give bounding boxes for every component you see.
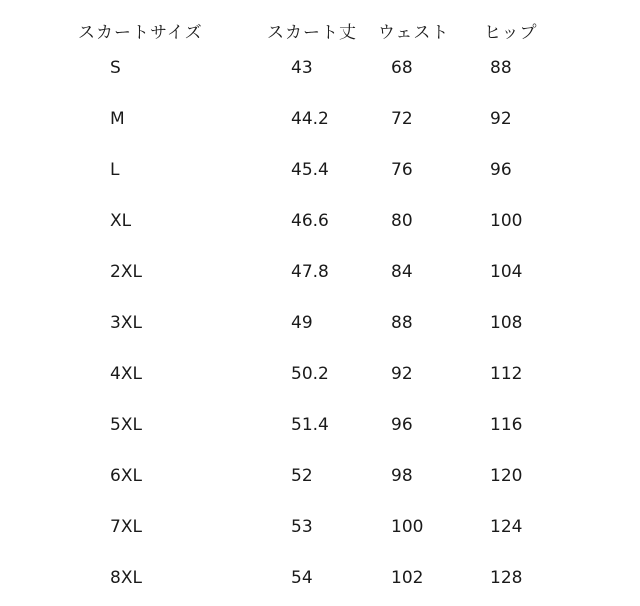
size-cell: 3XL [110, 313, 142, 333]
table-row [0, 566, 640, 590]
waist-cell: 100 [391, 517, 424, 537]
header-skirt-length: スカート丈 [267, 23, 357, 43]
header-hip: ヒップ [484, 23, 538, 43]
length-cell: 51.4 [291, 415, 329, 435]
waist-cell: 84 [391, 262, 413, 282]
length-cell: 45.4 [291, 160, 329, 180]
size-cell: 4XL [110, 364, 142, 384]
table-row [0, 515, 640, 539]
table-row [0, 464, 640, 488]
waist-cell: 98 [391, 466, 413, 486]
table-row [0, 413, 640, 437]
waist-cell: 80 [391, 211, 413, 231]
length-cell: 43 [291, 58, 313, 78]
hip-cell: 108 [490, 313, 523, 333]
table-row [0, 362, 640, 386]
hip-cell: 120 [490, 466, 523, 486]
waist-cell: 92 [391, 364, 413, 384]
table-row [0, 56, 640, 80]
length-cell: 53 [291, 517, 313, 537]
waist-cell: 72 [391, 109, 413, 129]
length-cell: 47.8 [291, 262, 329, 282]
size-cell: S [110, 58, 121, 78]
size-cell: 2XL [110, 262, 142, 282]
table-row [0, 209, 640, 233]
hip-cell: 128 [490, 568, 523, 588]
length-cell: 54 [291, 568, 313, 588]
hip-cell: 96 [490, 160, 512, 180]
hip-cell: 124 [490, 517, 523, 537]
length-cell: 44.2 [291, 109, 329, 129]
length-cell: 46.6 [291, 211, 329, 231]
hip-cell: 92 [490, 109, 512, 129]
size-cell: 6XL [110, 466, 142, 486]
header-waist: ウェスト [378, 23, 450, 43]
waist-cell: 76 [391, 160, 413, 180]
hip-cell: 88 [490, 58, 512, 78]
hip-cell: 112 [490, 364, 523, 384]
table-row [0, 260, 640, 284]
hip-cell: 104 [490, 262, 523, 282]
waist-cell: 102 [391, 568, 424, 588]
hip-cell: 100 [490, 211, 523, 231]
length-cell: 52 [291, 466, 313, 486]
size-cell: L [110, 160, 120, 180]
size-cell: M [110, 109, 125, 129]
size-cell: 8XL [110, 568, 142, 588]
waist-cell: 88 [391, 313, 413, 333]
length-cell: 50.2 [291, 364, 329, 384]
table-row [0, 311, 640, 335]
header-skirt-size: スカートサイズ [78, 23, 203, 43]
table-row [0, 158, 640, 182]
size-cell: 7XL [110, 517, 142, 537]
length-cell: 49 [291, 313, 313, 333]
hip-cell: 116 [490, 415, 523, 435]
table-row [0, 107, 640, 131]
waist-cell: 96 [391, 415, 413, 435]
size-cell: XL [110, 211, 132, 231]
waist-cell: 68 [391, 58, 413, 78]
size-cell: 5XL [110, 415, 142, 435]
